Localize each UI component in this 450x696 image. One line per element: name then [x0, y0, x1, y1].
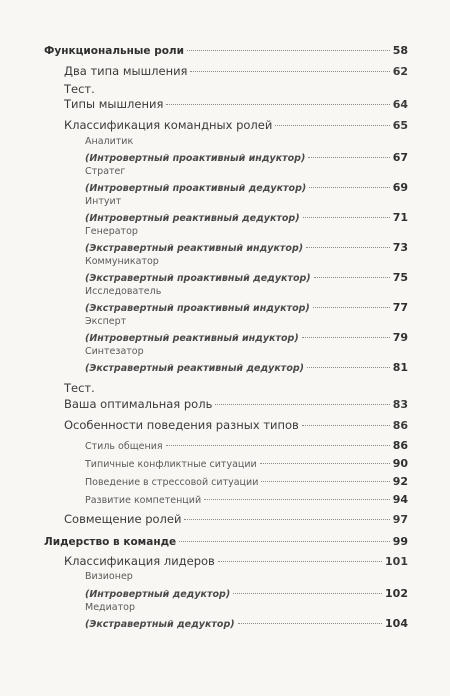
toc-entry-mediator[interactable] [85, 617, 408, 630]
toc-entry-functional-roles[interactable] [44, 44, 408, 57]
leader-dots [260, 463, 390, 464]
toc-page-number: 67 [392, 151, 408, 164]
leader-dots [233, 593, 382, 594]
toc-entry-test-prefix: Тест. [64, 82, 95, 96]
toc-page-number: 79 [392, 331, 408, 344]
toc-page-number: 77 [392, 301, 408, 314]
toc-page-number: 64 [392, 98, 408, 111]
toc-page-number: 90 [392, 457, 408, 470]
toc-entry-optimal-role[interactable] [64, 397, 408, 411]
role-type: (Экстравертный реактивный дедуктор) [85, 363, 304, 374]
toc-page-number: 81 [392, 361, 408, 374]
leader-dots [302, 337, 390, 338]
toc-page-number: 75 [392, 271, 408, 284]
role-name: Генератор [85, 226, 138, 237]
leader-dots [215, 404, 389, 405]
leader-dots [302, 425, 390, 426]
toc-entry-role-generator[interactable] [85, 241, 408, 254]
leader-dots [275, 125, 389, 126]
role-type: (Экстравертный проактивный индуктор) [85, 303, 310, 314]
toc-entry-role-communicator[interactable] [85, 271, 408, 284]
leader-dots [314, 277, 390, 278]
toc-page-number: 99 [392, 535, 408, 548]
role-type: (Интровертный реактивный дедуктор) [85, 213, 300, 224]
toc-entry-communication-style[interactable] [85, 439, 408, 452]
toc-page-number: 97 [392, 513, 408, 526]
role-type: (Интровертный реактивный индуктор) [85, 333, 299, 344]
toc-page-number: 58 [392, 44, 408, 57]
leader-type-name: Визионер [85, 571, 133, 582]
leader-dots [309, 187, 389, 188]
toc-page-number: 86 [392, 439, 408, 452]
toc-entry-test-prefix: Тест. [64, 381, 95, 395]
toc-page-number: 73 [392, 241, 408, 254]
toc-entry-leadership[interactable] [44, 535, 408, 548]
role-name: Стратег [85, 166, 126, 177]
toc-page-number: 62 [392, 65, 408, 78]
toc-entry-role-expert[interactable] [85, 331, 408, 344]
toc-page-number: 69 [392, 181, 408, 194]
toc-entry-role-synthesizer[interactable] [85, 361, 408, 374]
role-name: Интуит [85, 196, 122, 207]
toc-page-number: 92 [392, 475, 408, 488]
leader-dots [218, 561, 382, 562]
toc-entry-title: Два типа мышления [64, 64, 188, 78]
toc-entry-competencies[interactable] [85, 493, 408, 506]
toc-page-number: 101 [385, 555, 408, 568]
toc-entry-title: Особенности поведения разных типов [64, 418, 299, 432]
role-type: (Экстравертный проактивный дедуктор) [85, 273, 311, 284]
leader-dots [303, 217, 390, 218]
toc-entry-title: Типы мышления [64, 97, 164, 111]
role-name: Синтезатор [85, 346, 144, 357]
leader-dots [307, 367, 390, 368]
toc-page-number: 102 [385, 587, 408, 600]
toc-entry-thinking-types[interactable] [64, 97, 408, 111]
leader-dots [238, 623, 382, 624]
toc-page-number: 65 [392, 119, 408, 132]
leader-dots [308, 157, 389, 158]
role-type: (Экстравертный реактивный индуктор) [85, 243, 304, 254]
toc-page-number: 94 [392, 493, 408, 506]
toc-entry-leader-classification[interactable] [64, 554, 408, 568]
toc-entry-role-researcher[interactable] [85, 301, 408, 314]
toc-entry-conflicts[interactable] [85, 457, 408, 470]
role-name: Коммуникатор [85, 256, 159, 267]
leader-dots [187, 50, 390, 51]
toc-entry-stress[interactable] [85, 475, 408, 488]
toc-entry-role-intuit[interactable] [85, 211, 408, 224]
toc-entry-title: Классификация лидеров [64, 554, 215, 568]
leader-dots [179, 541, 390, 542]
toc-entry-role-analyst[interactable] [85, 151, 408, 164]
toc-entry-team-roles[interactable] [64, 118, 408, 132]
leader-dots [166, 445, 390, 446]
toc-entry-title: Поведение в стрессовой ситуации [85, 477, 259, 488]
leader-dots [261, 481, 389, 482]
role-name: Исследователь [85, 286, 162, 297]
toc-page-number: 83 [392, 398, 408, 411]
role-name: Аналитик [85, 136, 134, 147]
toc-entry-visionary[interactable] [85, 587, 408, 600]
leader-dots [313, 307, 390, 308]
leader-type: (Интровертный дедуктор) [85, 589, 231, 600]
leader-type-name: Медиатор [85, 602, 135, 613]
role-type: (Интровертный проактивный индуктор) [85, 153, 306, 164]
toc-entry-title: Развитие компетенций [85, 495, 202, 506]
toc-page-number: 86 [392, 419, 408, 432]
toc-entry-title: Стиль общения [85, 441, 163, 452]
toc-entry-role-combination[interactable] [64, 512, 408, 526]
toc-entry-title: Ваша оптимальная роль [64, 397, 213, 411]
leader-dots [306, 247, 390, 248]
toc-page-number: 104 [385, 617, 408, 630]
toc-entry-two-types[interactable] [64, 64, 408, 78]
leader-dots [190, 71, 389, 72]
leader-dots [184, 519, 389, 520]
toc-entry-title: Функциональные роли [44, 45, 184, 57]
leader-type: (Экстравертный дедуктор) [85, 619, 235, 630]
leader-dots [166, 104, 389, 105]
role-name: Эксперт [85, 316, 127, 327]
toc-entry-title: Типичные конфликтные ситуации [85, 459, 257, 470]
leader-dots [204, 499, 390, 500]
toc-entry-behavior[interactable] [64, 418, 408, 432]
toc-page-number: 71 [392, 211, 408, 224]
toc-entry-title: Совмещение ролей [64, 512, 182, 526]
toc-entry-title: Классификация командных ролей [64, 118, 273, 132]
toc-entry-title: Лидерство в команде [44, 536, 177, 548]
toc-entry-role-strategist[interactable] [85, 181, 408, 194]
role-type: (Интровертный проактивный дедуктор) [85, 183, 307, 194]
